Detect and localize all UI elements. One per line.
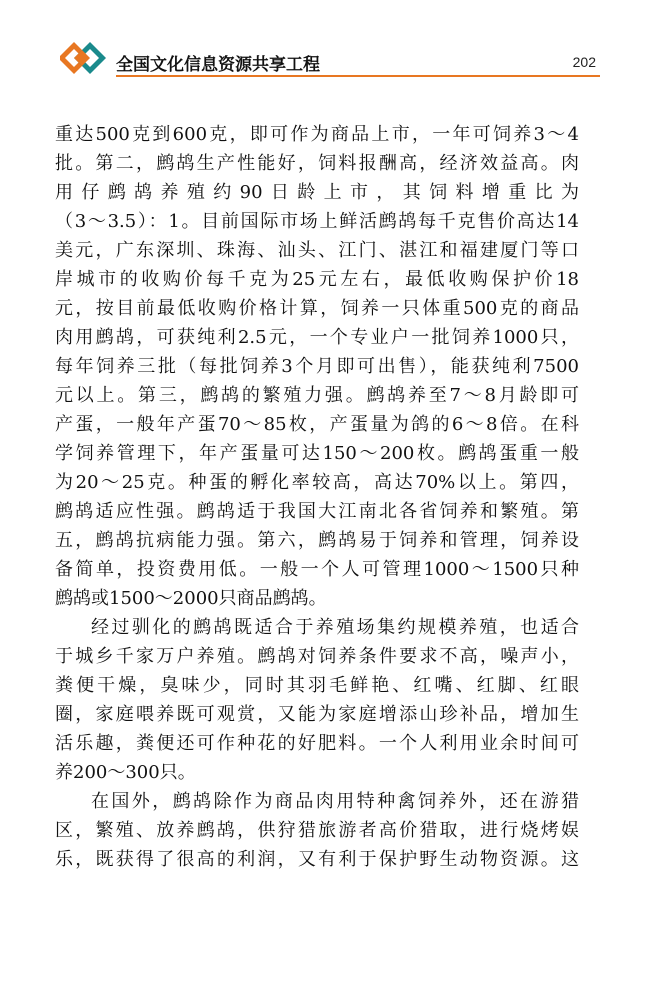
text-line: 元，按目前最低收购价格计算，饲养一只体重500克的商品 <box>55 298 579 319</box>
logo-icon <box>60 40 114 76</box>
text-line: 乐，既获得了很高的利润，又有利于保护野生动物资源。这 <box>55 849 579 870</box>
page-header <box>60 40 600 80</box>
text-line: 重达500克到600克，即可作为商品上市，一年可饲养3～4 <box>55 124 579 145</box>
text-line: 经过驯化的鹧鸪既适合于养殖场集约规模养殖，也适合 <box>91 617 579 638</box>
text-line: 在国外，鹧鸪除作为商品肉用特种禽饲养外，还在游猎 <box>91 791 579 812</box>
text-line: 于城乡千家万户养殖。鹧鸪对饲养条件要求不高，噪声小， <box>55 646 579 667</box>
text-line: 活乐趣，粪便还可作种花的好肥料。一个人利用业余时间可 <box>55 733 579 754</box>
text-line: 元以上。第三，鹧鸪的繁殖力强。鹧鸪养至7～8月龄即可 <box>55 385 579 406</box>
header-divider <box>116 75 600 77</box>
text-line: 备简单，投资费用低。一般一个人可管理1000～1500只种 <box>55 559 579 580</box>
text-line: 美元，广东深圳、珠海、汕头、江门、湛江和福建厦门等口 <box>55 240 579 261</box>
text-line: 鹧鸪适应性强。鹧鸪适于我国大江南北各省饲养和繁殖。第 <box>55 501 579 522</box>
text-line: 为20～25克。种蛋的孵化率较高，高达70%以上。第四， <box>55 472 579 493</box>
text-line: 批。第二，鹧鸪生产性能好，饲料报酬高，经济效益高。肉 <box>55 153 579 174</box>
text-line: 用仔鹧鸪养殖约90日龄上市，其饲料增重比为 <box>55 182 579 203</box>
text-line: 学饲养管理下，年产蛋量可达150～200枚。鹧鸪蛋重一般 <box>55 443 579 464</box>
text-line: 肉用鹧鸪，可获纯利2.5元，一个专业户一批饲养1000只， <box>55 327 579 348</box>
body-text <box>55 120 579 874</box>
text-line: 区，繁殖、放养鹧鸪，供狩猎旅游者高价猎取，进行烧烤娱 <box>55 820 579 841</box>
text-line: 粪便干燥，臭味少，同时其羽毛鲜艳、红嘴、红脚、红眼 <box>55 675 579 696</box>
text-line: 五，鹧鸪抗病能力强。第六，鹧鸪易于饲养和管理，饲养设 <box>55 530 579 551</box>
page-number: 202 <box>572 54 596 70</box>
header-title: 全国文化信息资源共享工程 <box>116 55 320 75</box>
text-line: （3～3.5）：1。目前国际市场上鲜活鹧鸪每千克售价高达14 <box>55 211 579 232</box>
text-line: 鹧鸪或1500～2000只商品鹧鸪。 <box>55 588 327 609</box>
text-line: 养200～300只。 <box>55 762 196 783</box>
text-line: 岸城市的收购价每千克为25元左右，最低收购保护价18 <box>55 269 579 290</box>
text-line: 每年饲养三批（每批饲养3个月即可出售），能获纯利7500 <box>55 356 579 377</box>
text-line: 圈，家庭喂养既可观赏，又能为家庭增添山珍补品，增加生 <box>55 704 579 725</box>
text-line: 产蛋，一般年产蛋70～85枚，产蛋量为鸽的6～8倍。在科 <box>55 414 579 435</box>
